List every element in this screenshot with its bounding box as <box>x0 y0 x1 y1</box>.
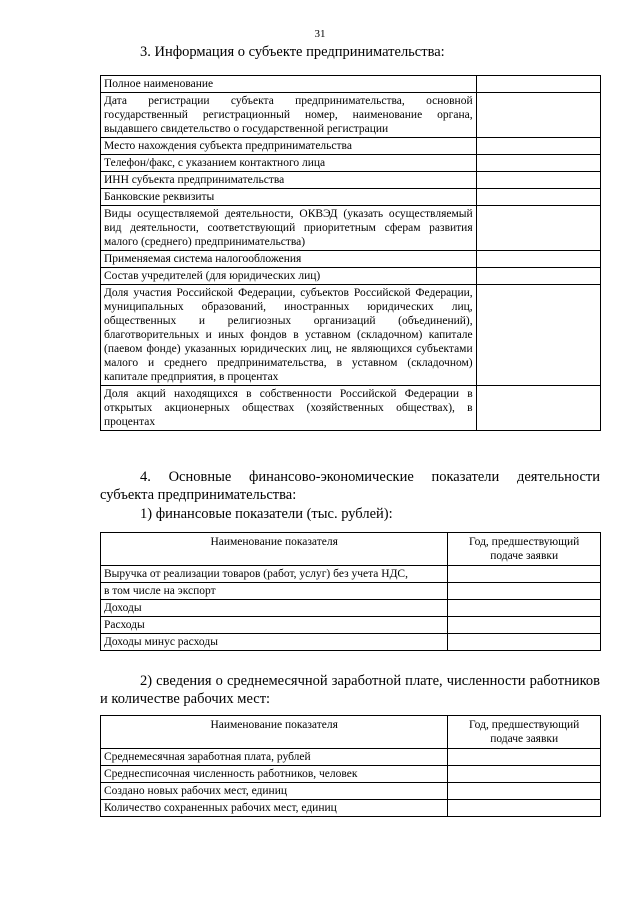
row-label: Среднесписочная численность работников, человек <box>101 766 448 783</box>
row-label: в том числе на экспорт <box>101 583 448 600</box>
row-label: Создано новых рабочих мест, единиц <box>101 783 448 800</box>
row-label: Доходы минус расходы <box>101 634 448 651</box>
row-label: Расходы <box>101 617 448 634</box>
row-value-cell[interactable] <box>476 251 600 268</box>
table-row <box>101 766 601 783</box>
section-4-2-heading: 2) сведения о среднемесячной заработной плате, численности работников и количестве рабочих мест: <box>100 673 600 707</box>
table-row <box>101 634 601 651</box>
row-value-cell[interactable] <box>448 634 601 651</box>
row-label: Полное наименование <box>101 76 477 93</box>
row-value-cell[interactable] <box>476 138 600 155</box>
table-row <box>101 285 601 386</box>
salary-employment-table <box>100 715 601 817</box>
row-label: Доля акций находящихся в собственности Российской Федерации в открытых акционерных обществах (хозяйственных обществах), в процентах <box>101 386 477 431</box>
row-value-cell[interactable] <box>476 76 600 93</box>
section-3-heading: 3. Информация о субъекте предпринимательства: <box>140 44 445 60</box>
row-value-cell[interactable] <box>448 783 601 800</box>
row-value-cell[interactable] <box>448 766 601 783</box>
row-label: Доходы <box>101 600 448 617</box>
section-4-subheading: 1) финансовые показатели (тыс. рублей): <box>140 506 393 522</box>
row-value-cell[interactable] <box>476 172 600 189</box>
table-row <box>101 155 601 172</box>
row-label: Банковские реквизиты <box>101 189 477 206</box>
column-header-year: Год, предшествующий подаче заявки <box>448 716 601 749</box>
row-label: ИНН субъекта предпринимательства <box>101 172 477 189</box>
row-value-cell[interactable] <box>448 566 601 583</box>
row-value-cell[interactable] <box>476 189 600 206</box>
column-header-year: Год, предшествующий подаче заявки <box>448 533 601 566</box>
row-value-cell[interactable] <box>476 386 600 431</box>
table-row <box>101 251 601 268</box>
row-label: Доля участия Российской Федерации, субъектов Российской Федерации, муниципальных образований, иностранных юридических лиц, общественных и религиозных организаций (объединений), благотворительных и иных фондов в уставном (складочном) капитале (паевом фонде) указанных юридических лиц, не являющихся субъектами малого и среднего предпринимательства, в уставном (складочном) капитале предприятия, в процентах <box>101 285 477 386</box>
table-row <box>101 206 601 251</box>
row-label: Среднемесячная заработная плата, рублей <box>101 749 448 766</box>
table-row <box>101 749 601 766</box>
section-4-heading: 4. Основные финансово-экономические показатели деятельности субъекта предпринимательства: <box>100 469 600 503</box>
table-row <box>101 138 601 155</box>
row-label: Дата регистрации субъекта предпринимательства, основной государственный регистрационный номер, наименование органа, выдавшего свидетельство о государственной регистрации <box>101 93 477 138</box>
subject-info-table <box>100 75 601 431</box>
table-row <box>101 600 601 617</box>
table-row <box>101 617 601 634</box>
row-value-cell[interactable] <box>448 749 601 766</box>
table-row <box>101 583 601 600</box>
table-row <box>101 783 601 800</box>
table-row <box>101 189 601 206</box>
row-label: Количество сохраненных рабочих мест, единиц <box>101 800 448 817</box>
row-value-cell[interactable] <box>448 583 601 600</box>
row-value-cell[interactable] <box>476 155 600 172</box>
row-value-cell[interactable] <box>476 285 600 386</box>
table-row <box>101 566 601 583</box>
table-row <box>101 268 601 285</box>
column-header-name: Наименование показателя <box>101 533 448 566</box>
table-row <box>101 93 601 138</box>
financial-indicators-table <box>100 532 601 651</box>
table-row <box>101 76 601 93</box>
row-label: Состав учредителей (для юридических лиц) <box>101 268 477 285</box>
table-row <box>101 172 601 189</box>
row-value-cell[interactable] <box>448 800 601 817</box>
page-number: 31 <box>314 28 326 40</box>
row-label: Место нахождения субъекта предпринимательства <box>101 138 477 155</box>
row-value-cell[interactable] <box>476 206 600 251</box>
row-value-cell[interactable] <box>476 268 600 285</box>
row-label: Выручка от реализации товаров (работ, услуг) без учета НДС, <box>101 566 448 583</box>
row-value-cell[interactable] <box>448 600 601 617</box>
column-header-name: Наименование показателя <box>101 716 448 749</box>
row-label: Телефон/факс, с указанием контактного лица <box>101 155 477 172</box>
row-label: Применяемая система налогообложения <box>101 251 477 268</box>
row-value-cell[interactable] <box>448 617 601 634</box>
table-row <box>101 386 601 431</box>
row-label: Виды осуществляемой деятельности, ОКВЭД (указать осуществляемый вид деятельности, соответствующий приоритетным сферам развития малого (среднего) предпринимательства) <box>101 206 477 251</box>
table-row <box>101 800 601 817</box>
row-value-cell[interactable] <box>476 93 600 138</box>
